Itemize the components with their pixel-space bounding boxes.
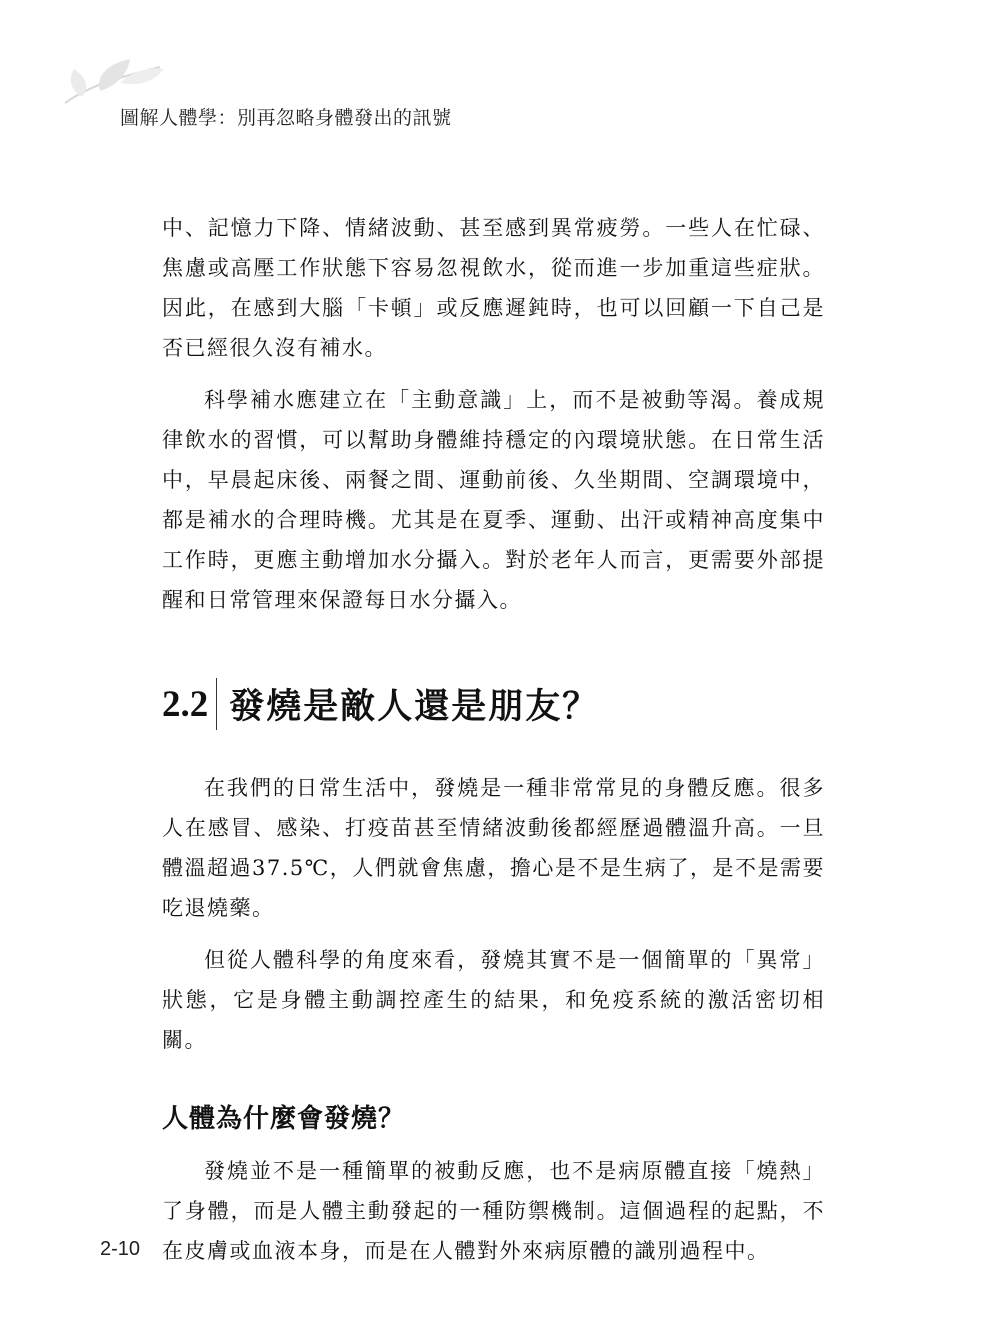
page-content [162,208,825,1271]
body-paragraph: 發燒並不是一種簡單的被動反應，也不是病原體直接「燒熱」了身體，而是人體主動發起的一種防禦機制。這個過程的起點，不在皮膚或血液本身，而是在人體對外來病原體的識別過程中。 [162,1159,825,1263]
body-paragraph: 科學補水應建立在「主動意識」上，而不是被動等渴。養成規律飲水的習慣，可以幫助身體維持穩定的內環境狀態。在日常生活中，早晨起床後、兩餐之間、運動前後、久坐期間、空調環境中，都是補水的合理時機。尤其是在夏季、運動、出汗或精神高度集中工作時，更應主動增加水分攝入。對於老年人而言，更需要外部提醒和日常管理來保證每日水分攝入。 [162,388,825,612]
section-title: 發燒是敵人還是朋友？ [229,686,600,727]
body-paragraph: 但從人體科學的角度來看，發燒其實不是一個簡單的「異常」狀態，它是身體主動調控產生的結果，和免疫系統的激活密切相關。 [162,948,825,1052]
body-paragraph: 中、記憶力下降、情緒波動、甚至感到異常疲勞。一些人在忙碌、焦慮或高壓工作狀態下容易忽視飲水，從而進一步加重這些症狀。因此，在感到大腦「卡頓」或反應遲鈍時，也可以回顧一下自己是否已經很久沒有補水。 [162,216,825,360]
section-heading [162,674,825,734]
section-divider [216,678,217,730]
leaf-decoration-icon [60,55,170,110]
section-number: 2.2 [162,683,209,725]
body-paragraph: 在我們的日常生活中，發燒是一種非常常見的身體反應。很多人在感冒、感染、打疫苗甚至情緒波動後都經歷過體溫升高。一旦體溫超過37.5℃，人們就會焦慮，擔心是不是生病了，是不是需要吃退燒藥。 [162,776,825,920]
running-header-title: 圖解人體學：別再忽略身體發出的訊號 [120,107,452,129]
page-number: 2-10 [100,1238,141,1260]
subsection-title: 人體為什麼會發燒？ [162,1104,406,1134]
